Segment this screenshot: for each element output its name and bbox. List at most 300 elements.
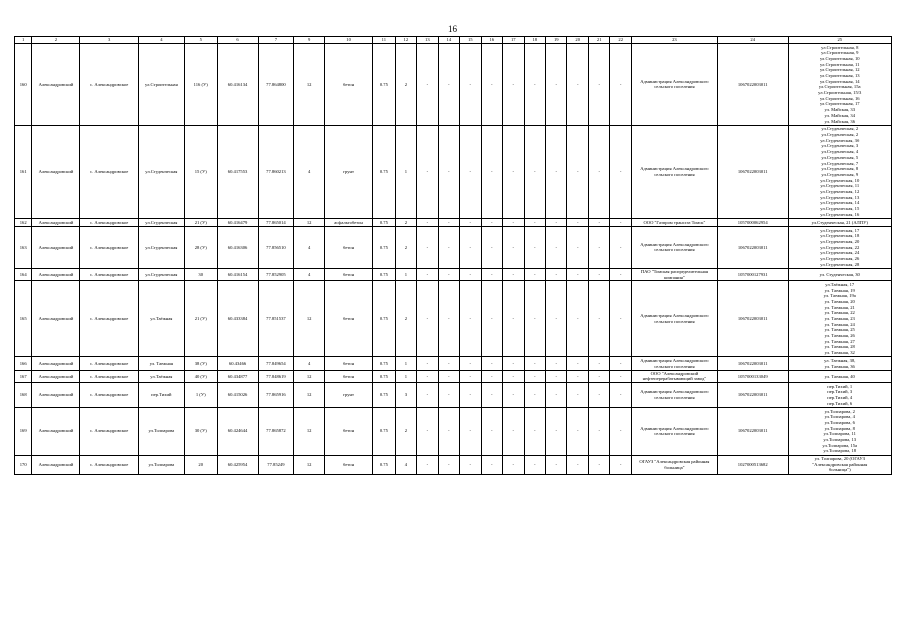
cell-empty: -: [610, 281, 631, 357]
table-row: [15, 383, 892, 408]
column-header: 9: [294, 37, 325, 44]
address-line: ул.Студенческая, 5: [821, 154, 859, 160]
cell-vol: 0.75: [373, 268, 396, 280]
cell-addresses: [788, 370, 892, 382]
cell-empty: -: [546, 407, 567, 455]
cell-num: 165: [15, 281, 32, 357]
address-line: ул.Строительная, 11: [820, 61, 860, 67]
cell-vol: 0.75: [373, 125, 396, 218]
cell-empty: -: [481, 370, 502, 382]
cell-lon: 77.864800: [258, 44, 294, 126]
cell-street: ул.Толпарова: [138, 455, 184, 474]
cell-lat: 60.43466: [217, 357, 258, 370]
cell-district: Александровский: [32, 370, 80, 382]
address-line: ул.Студенческая, 21 (АЛПУ): [811, 219, 868, 225]
cell-surface: бетон: [325, 44, 373, 126]
cell-empty: -: [524, 268, 545, 280]
cell-vol: 0.75: [373, 218, 396, 226]
column-header: 25: [788, 37, 892, 44]
cell-empty: -: [567, 357, 588, 370]
cell-house: 1 (У): [184, 383, 217, 408]
address-line: ул. Таежная, 38,: [824, 357, 856, 363]
cell-district: Александровский: [32, 281, 80, 357]
cell-empty: -: [546, 455, 567, 474]
cell-empty: -: [503, 357, 524, 370]
address-line: ул.Строительная, 15а: [818, 84, 861, 90]
cell-village: с. Александровское: [80, 281, 138, 357]
address-line: ул. Таежная, 26: [824, 333, 855, 339]
cell-empty: -: [503, 125, 524, 218]
cell-area: 4: [294, 268, 325, 280]
cell-empty: -: [588, 281, 609, 357]
cell-lat: 60.416479: [217, 218, 258, 226]
column-header: 3: [80, 37, 138, 44]
address-line: ул.Студенческая, 15: [820, 206, 860, 212]
address-line: ул. Таежная, 23: [824, 315, 855, 321]
cell-empty: -: [610, 383, 631, 408]
cell-inn: 1057000133049: [717, 370, 788, 382]
address-line: ул.Студенческая, 9: [821, 171, 859, 177]
cell-village: с. Александровское: [80, 407, 138, 455]
cell-lat: 60.433384: [217, 281, 258, 357]
cell-empty: -: [417, 455, 438, 474]
cell-num: 166: [15, 357, 32, 370]
cell-street: ул.Студенческая: [138, 125, 184, 218]
cell-empty: -: [524, 370, 545, 382]
cell-num: 164: [15, 268, 32, 280]
cell-inn: 1067022003011: [717, 125, 788, 218]
address-line: ул.Строительная, 17: [819, 101, 860, 107]
cell-empty: -: [481, 455, 502, 474]
column-header: 12: [395, 37, 416, 44]
address-line: ул.Студенческая, 3б: [820, 137, 860, 143]
cell-surface: бетон: [325, 357, 373, 370]
cell-vol: 0.75: [373, 370, 396, 382]
address-line: ул. Толпарова, 20 (ОГАУЗ: [814, 456, 865, 462]
cell-empty: -: [460, 383, 481, 408]
cell-surface: бетон: [325, 268, 373, 280]
address-line: ул.Студенческая, 14: [820, 200, 860, 206]
address-line: ул.Строительная, 15/3: [818, 90, 862, 96]
cell-lon: 77.849654: [258, 357, 294, 370]
cell-empty: -: [460, 281, 481, 357]
cell-surface: грунт: [325, 125, 373, 218]
address-line: ул.Толпарова, 8: [824, 425, 855, 431]
column-header: 2: [32, 37, 80, 44]
column-header: 10: [325, 37, 373, 44]
cell-empty: -: [460, 268, 481, 280]
cell-empty: -: [567, 44, 588, 126]
cell-count: 2: [395, 44, 416, 126]
cell-num: 170: [15, 455, 32, 474]
table-row: [15, 455, 892, 474]
cell-num: 160: [15, 44, 32, 126]
address-line: ул.Студенческая, 13: [820, 194, 860, 200]
cell-village: с. Александровское: [80, 226, 138, 268]
address-line: ул.Толпарова, 13: [823, 436, 857, 442]
cell-empty: -: [438, 455, 459, 474]
cell-empty: -: [417, 383, 438, 408]
cell-empty: -: [417, 125, 438, 218]
address-line: ул.Строительная, 10: [819, 55, 860, 61]
cell-addresses: [788, 125, 892, 218]
cell-village: с. Александровское: [80, 370, 138, 382]
cell-empty: -: [567, 370, 588, 382]
address-line: ул. Таежная, 28: [824, 344, 855, 350]
cell-surface: асфальтобетон: [325, 218, 373, 226]
cell-empty: -: [567, 218, 588, 226]
cell-org: ООО "Газпром трансгаз Томск": [631, 218, 717, 226]
cell-org: Администрация Александровского сельского поселения: [631, 383, 717, 408]
cell-inn: 1067022003011: [717, 357, 788, 370]
cell-addresses: [788, 357, 892, 370]
cell-empty: -: [588, 226, 609, 268]
cell-surface: бетон: [325, 407, 373, 455]
cell-lat: 60.416154: [217, 268, 258, 280]
cell-empty: -: [610, 268, 631, 280]
cell-empty: -: [460, 125, 481, 218]
cell-street: ул.Студенческая: [138, 218, 184, 226]
cell-empty: -: [503, 281, 524, 357]
cell-lon: 77.856510: [258, 226, 294, 268]
cell-empty: -: [438, 407, 459, 455]
table-row: [15, 370, 892, 382]
cell-lat: 60.415026: [217, 383, 258, 408]
cell-street: ул.Строительная: [138, 44, 184, 126]
cell-vol: 0.75: [373, 357, 396, 370]
cell-area: 12: [294, 370, 325, 382]
cell-empty: -: [567, 268, 588, 280]
cell-lat: 60.424644: [217, 407, 258, 455]
column-header: 19: [546, 37, 567, 44]
cell-empty: -: [417, 218, 438, 226]
address-line: ул.Студенческая, 10: [820, 177, 860, 183]
column-header: 20: [567, 37, 588, 44]
cell-empty: -: [438, 370, 459, 382]
cell-num: 168: [15, 383, 32, 408]
table-row: [15, 218, 892, 226]
cell-count: 2: [395, 281, 416, 357]
cell-empty: -: [524, 407, 545, 455]
cell-count: 1: [395, 357, 416, 370]
address-line: ул. Таежная, 19: [824, 287, 855, 293]
address-line: ул. Таежная, 40: [824, 373, 855, 379]
cell-empty: -: [417, 281, 438, 357]
cell-count: 2: [395, 226, 416, 268]
address-line: ул.Студенческая, 18: [820, 233, 860, 239]
cell-empty: -: [610, 44, 631, 126]
address-line: ул.Студенческая, 20: [820, 238, 860, 244]
cell-empty: -: [460, 455, 481, 474]
column-header: 18: [524, 37, 545, 44]
table-row: [15, 357, 892, 370]
cell-empty: -: [610, 226, 631, 268]
address-line: ул.Строительная, 16: [819, 95, 860, 101]
cell-empty: -: [503, 407, 524, 455]
cell-inn: 1067022003011: [717, 407, 788, 455]
cell-inn: 1057000127931: [717, 268, 788, 280]
cell-empty: -: [481, 268, 502, 280]
address-line: ул. Таежная, 20: [824, 298, 855, 304]
cell-empty: -: [588, 407, 609, 455]
cell-empty: -: [481, 44, 502, 126]
cell-empty: -: [524, 125, 545, 218]
address-line: ул.Студенческая, 24: [820, 250, 860, 256]
cell-empty: -: [524, 281, 545, 357]
cell-empty: -: [588, 370, 609, 382]
cell-empty: -: [438, 218, 459, 226]
cell-count: 1: [395, 268, 416, 280]
cell-inn: 1067022003011: [717, 383, 788, 408]
cell-empty: -: [438, 268, 459, 280]
cell-street: ул.Студенческая: [138, 268, 184, 280]
cell-empty: -: [567, 407, 588, 455]
cell-lat: 60.417553: [217, 125, 258, 218]
cell-village: с. Александровское: [80, 125, 138, 218]
cell-empty: -: [438, 125, 459, 218]
cell-addresses: [788, 226, 892, 268]
cell-empty: -: [567, 125, 588, 218]
cell-empty: -: [546, 44, 567, 126]
cell-lon: 77.865916: [258, 383, 294, 408]
cell-village: с. Александровское: [80, 268, 138, 280]
cell-empty: -: [481, 226, 502, 268]
address-line: ул.Студенческая, 2: [821, 126, 859, 132]
cell-empty: -: [438, 281, 459, 357]
cell-lat: 60.416306: [217, 226, 258, 268]
cell-empty: -: [546, 281, 567, 357]
cell-empty: -: [546, 226, 567, 268]
table-row: [15, 268, 892, 280]
cell-district: Александровский: [32, 407, 80, 455]
cell-surface: бетон: [325, 370, 373, 382]
address-line: ул. Таежная, 24: [824, 321, 855, 327]
cell-house: 20: [184, 455, 217, 474]
cell-empty: -: [567, 383, 588, 408]
cell-vol: 0.75: [373, 226, 396, 268]
cell-street: ул.Таёжная: [138, 370, 184, 382]
cell-empty: -: [610, 455, 631, 474]
cell-empty: -: [460, 226, 481, 268]
cell-district: Александровский: [32, 44, 80, 126]
cell-empty: -: [588, 125, 609, 218]
cell-village: с. Александровское: [80, 383, 138, 408]
cell-empty: -: [546, 125, 567, 218]
cell-empty: -: [588, 455, 609, 474]
address-line: ул.Строительная, 8: [821, 44, 859, 50]
cell-empty: -: [588, 44, 609, 126]
address-line: ул. Студенческая, 30: [819, 271, 860, 277]
cell-area: 12: [294, 44, 325, 126]
cell-house: 15 (У): [184, 125, 217, 218]
address-line: пер.Тихий, 3: [827, 389, 853, 395]
cell-area: 12: [294, 281, 325, 357]
cell-lon: 77.865872: [258, 407, 294, 455]
cell-empty: -: [524, 383, 545, 408]
cell-org: Администрация Александровского сельского поселения: [631, 44, 717, 126]
address-line: ул.Студенческая, 28: [820, 261, 860, 267]
cell-count: 4: [395, 455, 416, 474]
cell-empty: -: [546, 370, 567, 382]
cell-empty: -: [438, 44, 459, 126]
address-line: ул. Таежная, 25: [824, 327, 855, 333]
cell-area: 4: [294, 357, 325, 370]
address-line: ул.Студенческая, 3: [821, 143, 859, 149]
cell-empty: -: [524, 455, 545, 474]
cell-area: 12: [294, 455, 325, 474]
cell-empty: -: [417, 268, 438, 280]
cell-inn: 1057000062954: [717, 218, 788, 226]
cell-count: 2: [395, 218, 416, 226]
cell-house: 28 (У): [184, 226, 217, 268]
cell-org: Администрация Александровского сельского поселения: [631, 407, 717, 455]
address-line: ул. Майская, 36: [824, 118, 855, 124]
column-header: 14: [438, 37, 459, 44]
cell-district: Александровский: [32, 357, 80, 370]
cell-surface: грунт: [325, 383, 373, 408]
column-header: 22: [610, 37, 631, 44]
table-row: [15, 125, 892, 218]
cell-house: 21 (У): [184, 281, 217, 357]
cell-empty: -: [567, 455, 588, 474]
cell-empty: -: [610, 218, 631, 226]
cell-empty: -: [460, 407, 481, 455]
table-row: [15, 281, 892, 357]
cell-empty: -: [610, 370, 631, 382]
address-line: ул.Студенческая, 12: [820, 188, 860, 194]
address-line: ул. Таежная, 22: [824, 310, 855, 316]
cell-empty: -: [546, 268, 567, 280]
cell-num: 162: [15, 218, 32, 226]
address-line: ул. Таежная, 36: [824, 363, 855, 369]
cell-count: 2: [395, 407, 416, 455]
cell-org: ПАО "Томская распределительная компания": [631, 268, 717, 280]
cell-org: Администрация Александровского сельского поселения: [631, 125, 717, 218]
cell-empty: -: [481, 218, 502, 226]
cell-lat: 60.416134: [217, 44, 258, 126]
cell-num: 167: [15, 370, 32, 382]
cell-addresses: [788, 383, 892, 408]
cell-empty: -: [588, 357, 609, 370]
cell-district: Александровский: [32, 268, 80, 280]
cell-vol: 0.75: [373, 281, 396, 357]
column-header: 13: [417, 37, 438, 44]
cell-empty: -: [438, 383, 459, 408]
address-line: ул.Таёжная, 17: [825, 281, 855, 287]
cell-empty: -: [417, 407, 438, 455]
cell-area: 12: [294, 407, 325, 455]
address-line: пер.Тихий, 1: [827, 383, 853, 389]
cell-street: пер.Тихий: [138, 383, 184, 408]
cell-addresses: [788, 281, 892, 357]
address-line: ул.Студенческая, 7: [821, 160, 859, 166]
cell-addresses: [788, 218, 892, 226]
cell-house: 116 (У): [184, 44, 217, 126]
cell-org: ОГАУЗ "Александровская районная больница": [631, 455, 717, 474]
cell-empty: -: [588, 268, 609, 280]
cell-org: Администрация Александровского сельского поселения: [631, 226, 717, 268]
cell-empty: -: [481, 281, 502, 357]
column-header: 17: [503, 37, 524, 44]
cell-empty: -: [481, 357, 502, 370]
cell-lon: 77.85249: [258, 455, 294, 474]
cell-empty: -: [460, 218, 481, 226]
column-header: 5: [184, 37, 217, 44]
cell-house: 21 (У): [184, 218, 217, 226]
cell-district: Александровский: [32, 455, 80, 474]
cell-empty: -: [503, 268, 524, 280]
cell-lat: 60.425954: [217, 455, 258, 474]
column-header: 16: [481, 37, 502, 44]
column-header: 4: [138, 37, 184, 44]
cell-village: с. Александровское: [80, 455, 138, 474]
cell-empty: -: [524, 357, 545, 370]
column-header: 23: [631, 37, 717, 44]
page-number: 16: [448, 24, 457, 34]
cell-district: Александровский: [32, 226, 80, 268]
address-line: ул.Толпарова, 11: [823, 431, 856, 437]
address-line: ул. Таежная, 27: [824, 338, 855, 344]
address-line: ул.Студенческая, 4: [821, 149, 859, 155]
cell-area: 4: [294, 125, 325, 218]
cell-empty: -: [610, 125, 631, 218]
address-line: пер.Тихий, 6: [827, 400, 853, 406]
address-line: ул.Студенческая, 8: [821, 166, 859, 172]
address-line: ул. Майская, 34: [824, 112, 855, 118]
cell-village: с. Александровское: [80, 44, 138, 126]
cell-street: ул.Студенческая: [138, 226, 184, 268]
cell-house: 38 (У): [184, 357, 217, 370]
address-line: ул.Толпарова, 6: [824, 419, 855, 425]
cell-empty: -: [417, 370, 438, 382]
cell-empty: -: [524, 218, 545, 226]
cell-empty: -: [567, 226, 588, 268]
address-line: ул.Толпарова, 4: [824, 414, 855, 420]
cell-inn: 1067022003011: [717, 281, 788, 357]
address-line: ул.Толпарова, 18: [823, 448, 857, 454]
cell-empty: -: [503, 455, 524, 474]
cell-empty: -: [417, 44, 438, 126]
cell-empty: -: [567, 281, 588, 357]
cell-empty: -: [546, 357, 567, 370]
cell-lat: 60.434877: [217, 370, 258, 382]
address-line: ул.Студенческая, 16: [820, 211, 860, 217]
cell-empty: -: [588, 383, 609, 408]
data-table: [14, 36, 892, 475]
cell-empty: -: [503, 370, 524, 382]
cell-district: Александровский: [32, 383, 80, 408]
cell-surface: бетон: [325, 226, 373, 268]
column-header: 11: [373, 37, 396, 44]
column-header: 1: [15, 37, 32, 44]
cell-empty: -: [503, 44, 524, 126]
cell-num: 161: [15, 125, 32, 218]
cell-lon: 77.860213: [258, 125, 294, 218]
address-line: "Александровская районная: [812, 461, 868, 467]
cell-inn: 1027000513682: [717, 455, 788, 474]
cell-empty: -: [503, 218, 524, 226]
cell-org: Администрация Александровского сельского поселения: [631, 281, 717, 357]
cell-empty: -: [524, 44, 545, 126]
cell-empty: -: [438, 357, 459, 370]
address-line: ул.Студенческая, 11: [820, 183, 860, 189]
address-line: ул.Студенческая, 2: [821, 132, 859, 138]
table-row: [15, 407, 892, 455]
cell-village: с. Александровское: [80, 357, 138, 370]
address-line: ул.Строительная, 9: [821, 50, 859, 56]
cell-empty: -: [438, 226, 459, 268]
address-line: ул.Студенческая, 26: [820, 255, 860, 261]
